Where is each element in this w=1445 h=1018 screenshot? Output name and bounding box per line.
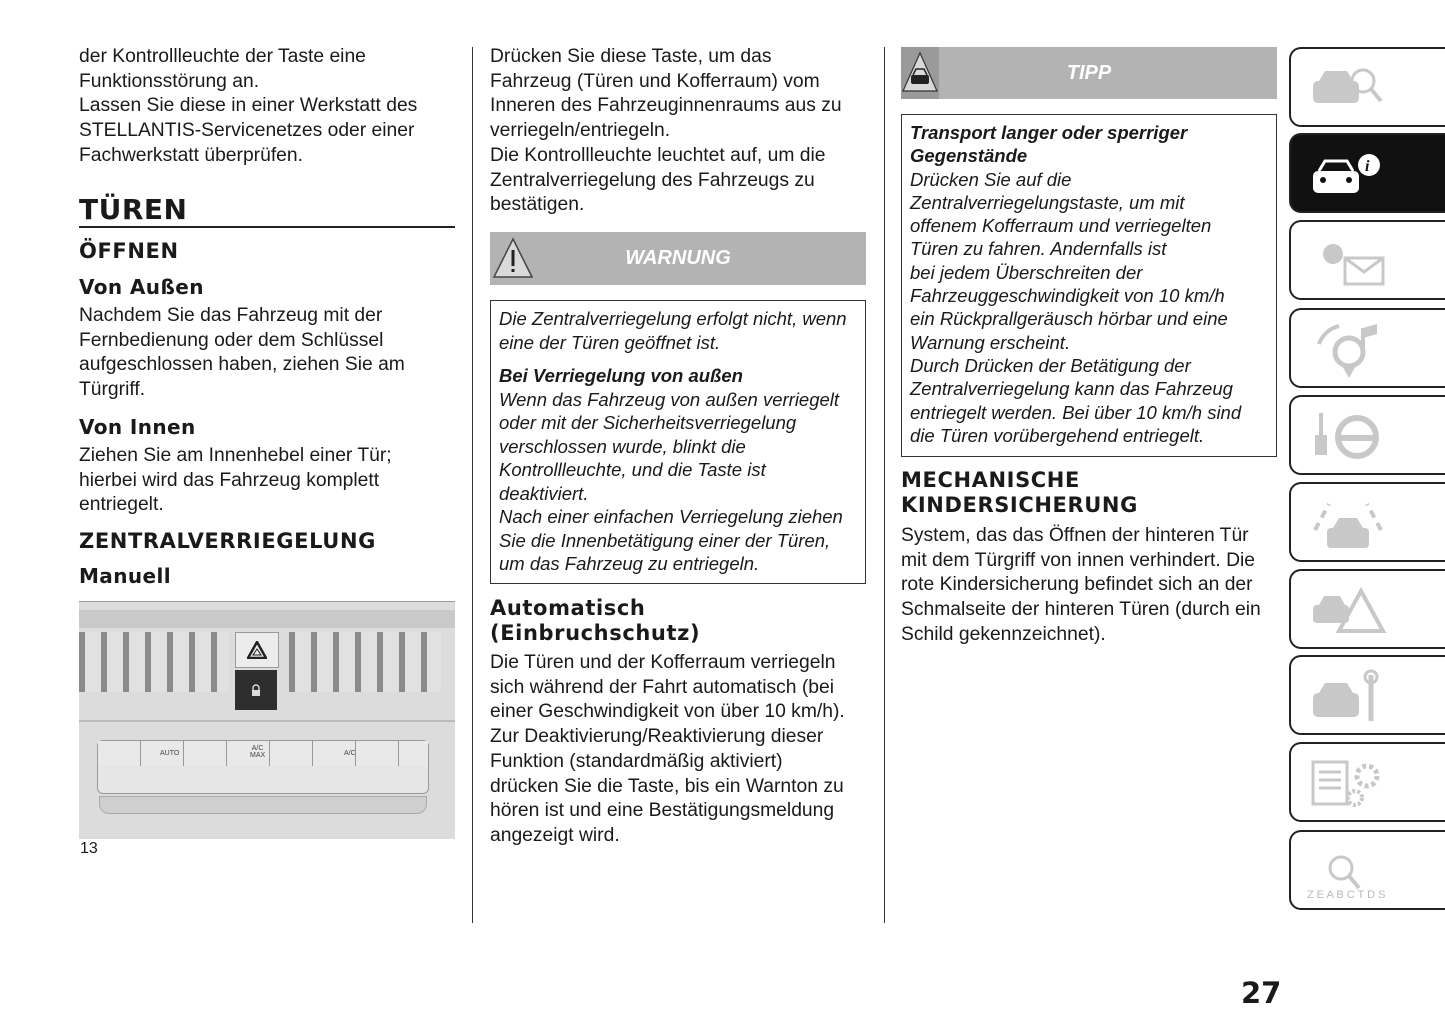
button-label-ac: A/C xyxy=(344,750,356,757)
heading-manuell: Manuell xyxy=(79,564,171,588)
column-divider xyxy=(472,47,473,923)
tip-subheading: Transport langer oder sperriger Gegenstände xyxy=(910,122,1188,167)
tab-safety[interactable] xyxy=(1289,482,1445,562)
hazard-button xyxy=(235,632,279,668)
index-icon xyxy=(1305,842,1395,902)
tab-car-info[interactable] xyxy=(1289,133,1445,213)
heading-automatisch: Automatisch (Einbruchschutz) xyxy=(490,596,701,645)
warning-triangle-icon xyxy=(492,236,534,280)
specifications-icon xyxy=(1305,754,1395,814)
tab-maintenance[interactable] xyxy=(1289,655,1445,735)
tip-box xyxy=(901,114,1277,457)
dash-trim xyxy=(79,610,455,628)
button-label-ac-max: A/C MAX xyxy=(250,745,266,759)
tip-text: Drücken Sie auf die Zentralverriegelungstaste, um mit offenem Kofferraum und verriegelten Türen zu fahren. Andernfalls ist bei jedem Überschreiten der Fahrzeuggeschwindigkeit von 10 km/h ein Rückprallgeräusch hörbar und eine Warnung erscheint. Durch Drücken der Betätigung der Zentralverriegelung kann das Fahrzeug entriegelt werden. Bei über 10 km/h sind die Türen vorübergehend entriegelt. xyxy=(910,168,1242,446)
warning-header xyxy=(490,232,866,285)
paragraph-von-innen: Ziehen Sie am Innenhebel einer Tür; hierbei wird das Fahrzeug komplett entriegelt. xyxy=(79,445,392,516)
button-label-auto: AUTO xyxy=(160,750,180,757)
tip-car-icon xyxy=(901,47,939,99)
warning-subheading: Bei Verriegelung von außen xyxy=(499,365,743,386)
air-vent-right xyxy=(289,632,441,692)
panel-tray xyxy=(99,796,427,814)
tab-starting-driving[interactable] xyxy=(1289,395,1445,475)
column-divider xyxy=(884,47,885,923)
warning-light-message-icon xyxy=(1305,232,1395,292)
heading-zentralverriegelung: ZENTRALVERRIEGELUNG xyxy=(79,529,376,553)
heading-von-aussen: Von Außen xyxy=(79,275,204,299)
warning-box xyxy=(490,300,866,584)
hazard-icon xyxy=(247,641,267,659)
heading-oeffnen: ÖFFNEN xyxy=(79,239,179,263)
tab-emergency[interactable] xyxy=(1289,569,1445,649)
tab-multimedia[interactable] xyxy=(1289,308,1445,388)
tab-car-search[interactable] xyxy=(1289,47,1445,127)
paragraph-automatisch: Die Türen und der Kofferraum verriegeln sich während der Fahrt automatisch (bei einer Geschwindigkeit von über 10 km/h). Zur Deaktivierung/Reaktivierung dieser Funktion (standardmäßig aktiviert) drücken Sie die Taste, bis ein Warnton zu hören ist und eine Bestätigungsmeldung angezeigt wird. xyxy=(490,652,845,846)
warning-label: WARNUNG xyxy=(625,247,731,269)
warning-text-2: Wenn das Fahrzeug von außen verriegelt oder mit der Sicherheitsverriegelung verschlossen wurde, blinkt die Kontrollleuchte, und die Taste ist deaktiviert. Nach einer einfachen Verriegelung ziehen Sie die Innenbetätigung einer der Türen, um das Fahrzeug zu entriegeln. xyxy=(499,388,843,574)
car-search-icon xyxy=(1305,59,1395,119)
air-vent-left xyxy=(79,632,229,692)
svg-text:i: i xyxy=(1365,158,1370,175)
heading-von-innen: Von Innen xyxy=(79,415,196,439)
climate-panel xyxy=(97,740,429,794)
tab-index[interactable] xyxy=(1289,830,1445,910)
lock-icon xyxy=(251,684,261,696)
tab-technical-data[interactable] xyxy=(1289,742,1445,822)
section-title-tueren: TÜREN xyxy=(79,193,188,226)
heading-kindersicherung: MECHANISCHE KINDERSICHERUNG xyxy=(901,468,1138,517)
intro-paragraph: der Kontrollleuchte der Taste eine Funktionsstörung an. Lassen Sie diese in einer Werkstatt des STELLANTIS-Servicenetzes oder einer Fachwerkstatt überprüfen. xyxy=(79,46,418,166)
tip-header xyxy=(901,47,1277,99)
intro-paragraph-2: Drücken Sie diese Taste, um das Fahrzeug (Türen und Kofferraum) vom Inneren des Fahrzeuginnenraums aus zu verriegeln/entriegeln. Die Kontrollleuchte leuchtet auf, um die Zentralverriegelung des Fahrzeugs zu bestätigen. xyxy=(490,46,842,216)
figure-central-locking-panel xyxy=(79,601,455,839)
car-emergency-icon xyxy=(1305,581,1395,641)
page-number: 27 xyxy=(1241,976,1282,1010)
central-lock-button xyxy=(235,670,277,710)
title-underline xyxy=(79,226,455,228)
paragraph-kindersicherung: System, das das Öffnen der hinteren Tür mit dem Türgriff von innen verhindert. Die rote Kindersicherung befindet sich an der Schmalseite der hinteren Türen (durch ein Schild gekennzeichnet). xyxy=(901,525,1261,645)
car-service-icon xyxy=(1305,667,1395,727)
warning-text-1: Die Zentralverriegelung erfolgt nicht, wenn eine der Türen geöffnet ist. xyxy=(499,308,847,353)
figure-caption: 13 xyxy=(80,840,98,857)
media-navigation-icon xyxy=(1305,320,1395,380)
panel-seam xyxy=(79,720,455,722)
tab-warning-lights[interactable] xyxy=(1289,220,1445,300)
tip-label: TIPP xyxy=(1066,61,1112,84)
paragraph-von-aussen: Nachdem Sie das Fahrzeug mit der Fernbedienung oder dem Schlüssel aufgeschlossen haben, ziehen Sie am Türgriff. xyxy=(79,305,405,401)
index-letters: Z E A B C T D S xyxy=(1307,889,1386,901)
car-lane-icon xyxy=(1305,494,1395,554)
car-info-icon xyxy=(1305,145,1395,205)
key-steering-wheel-icon xyxy=(1305,407,1395,467)
